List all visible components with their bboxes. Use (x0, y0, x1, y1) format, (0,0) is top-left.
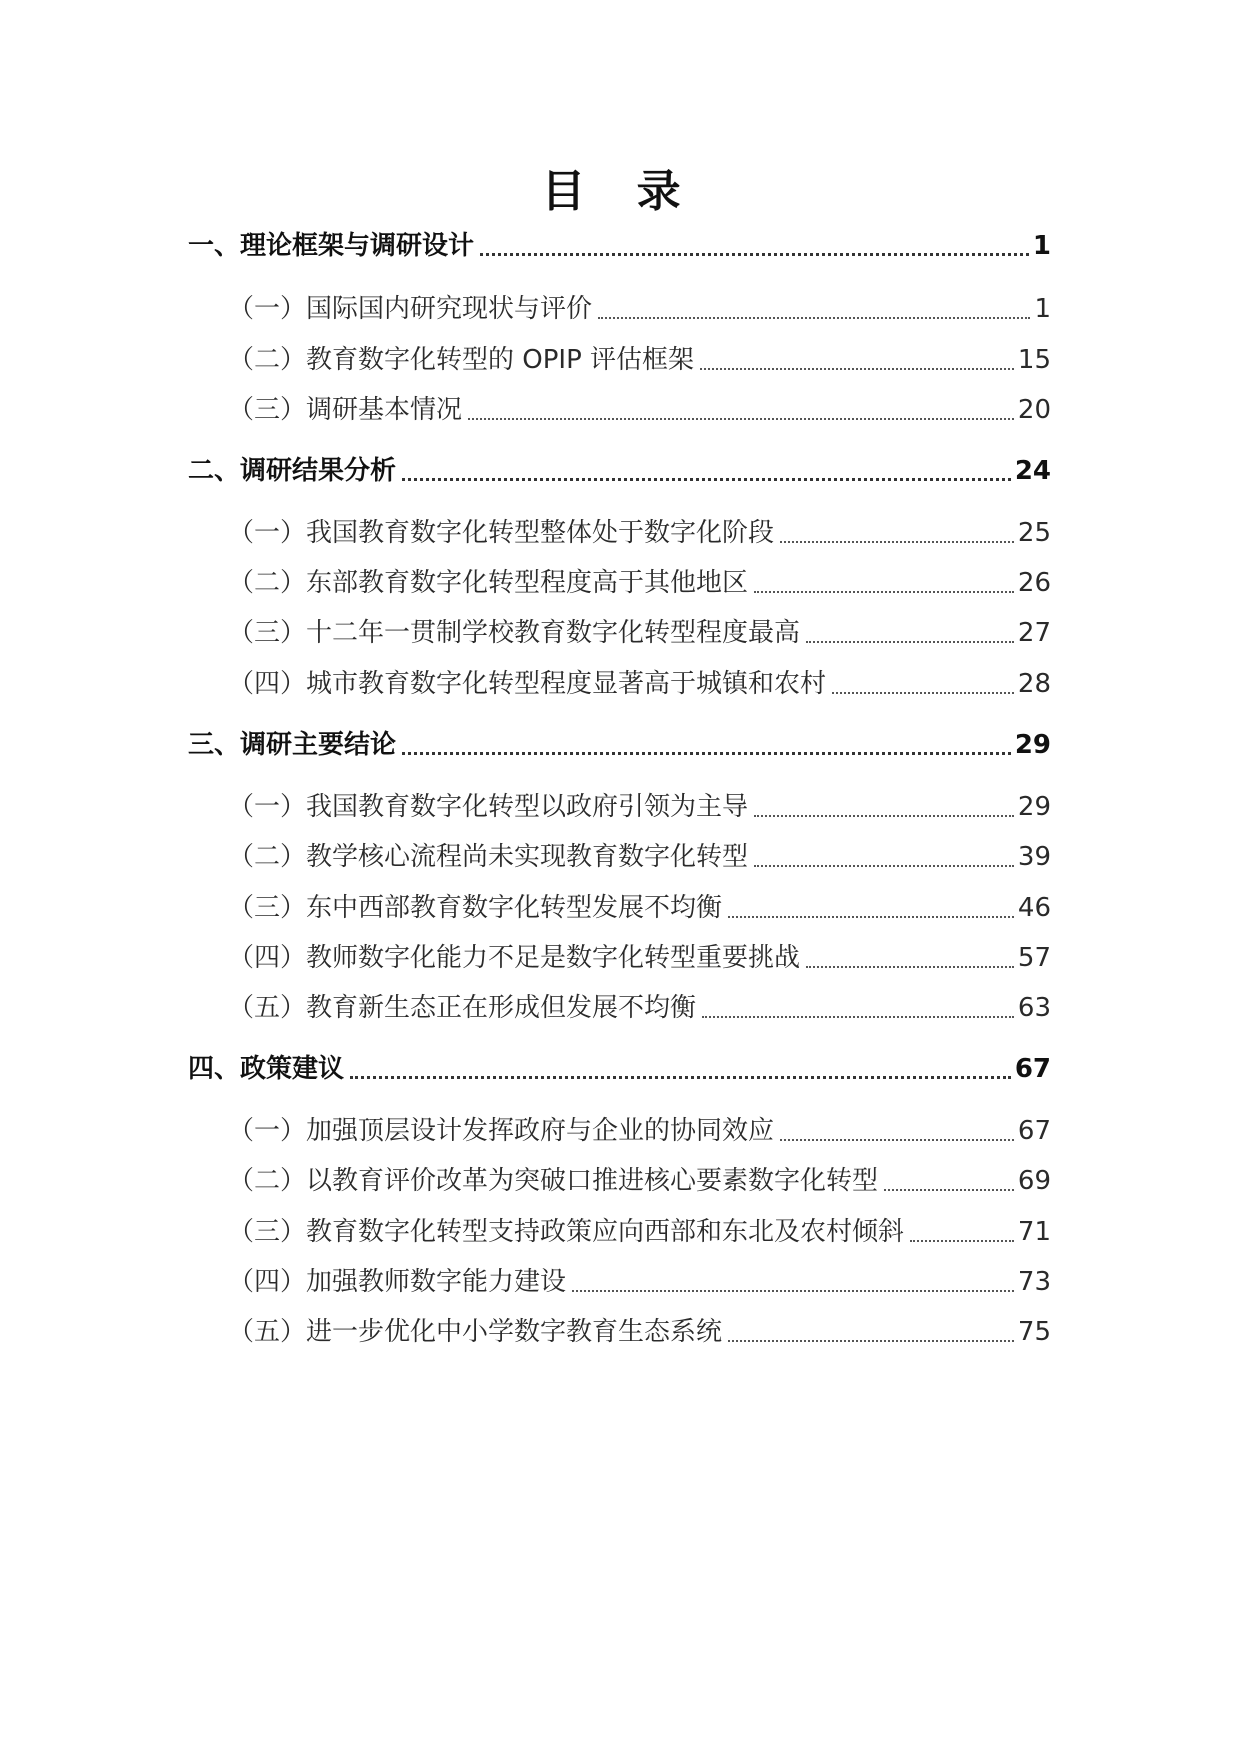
toc-page-number: 1 (1034, 294, 1051, 324)
toc-subsection-1-2[interactable] (228, 340, 1051, 380)
toc-entry-text: （一）我国教育数字化转型以政府引领为主导 (228, 792, 749, 822)
toc-page-number: 75 (1017, 1317, 1051, 1347)
toc-page-number: 1 (1032, 231, 1051, 261)
dot-leader (806, 641, 1014, 643)
toc-page-number: 57 (1017, 943, 1051, 973)
toc-entry-text: （三）十二年一贯制学校教育数字化转型程度最高 (228, 618, 801, 648)
toc-subsection-4-1[interactable] (228, 1111, 1051, 1151)
toc-subsection-1-3[interactable] (228, 390, 1051, 430)
toc-page-number: 15 (1017, 345, 1051, 375)
toc-entry-text: （一）加强顶层设计发挥政府与企业的协同效应 (228, 1116, 775, 1146)
dot-leader (480, 253, 1029, 256)
toc-title: 目 录 (541, 166, 699, 217)
dot-leader (806, 966, 1014, 968)
toc-entry-text: （三）东中西部教育数字化转型发展不均衡 (228, 893, 723, 923)
toc-entry-text: （一）国际国内研究现状与评价 (228, 294, 593, 324)
toc-subsection-3-4[interactable] (228, 938, 1051, 978)
dot-leader (700, 368, 1014, 370)
dot-leader (468, 418, 1014, 420)
toc-page-number: 29 (1014, 730, 1051, 760)
toc-subsection-3-1[interactable] (228, 787, 1051, 827)
dot-leader (754, 865, 1014, 867)
toc-page-number: 71 (1017, 1217, 1051, 1247)
toc-subsection-2-4[interactable] (228, 664, 1051, 704)
dot-leader (728, 1340, 1014, 1342)
dot-leader (572, 1290, 1014, 1292)
toc-entry-text: （三）调研基本情况 (228, 395, 463, 425)
toc-page-number: 27 (1017, 618, 1051, 648)
toc-entry-text: （一）我国教育数字化转型整体处于数字化阶段 (228, 518, 775, 548)
toc-subsection-2-1[interactable] (228, 513, 1051, 553)
toc-entry-text: 四、政策建议 (188, 1054, 345, 1084)
toc-page-number: 29 (1017, 792, 1051, 822)
dot-leader (598, 317, 1030, 319)
dot-leader (780, 1139, 1014, 1141)
toc-section-4[interactable] (188, 1049, 1051, 1089)
toc-subsection-1-1[interactable] (228, 289, 1051, 329)
dot-leader (780, 541, 1014, 543)
toc-page-number: 67 (1017, 1116, 1051, 1146)
toc-entry-text: （五）教育新生态正在形成但发展不均衡 (228, 993, 697, 1023)
toc-entry-text: 一、理论框架与调研设计 (188, 231, 475, 261)
toc-subsection-3-2[interactable] (228, 837, 1051, 877)
dot-leader (402, 478, 1011, 481)
toc-entry-text: 二、调研结果分析 (188, 456, 397, 486)
toc-page-number: 67 (1014, 1054, 1051, 1084)
toc-page-number: 69 (1017, 1166, 1051, 1196)
toc-page-number: 63 (1017, 993, 1051, 1023)
dot-leader (832, 692, 1014, 694)
toc-page-number: 46 (1017, 893, 1051, 923)
toc-entry-text: （二）以教育评价改革为突破口推进核心要素数字化转型 (228, 1166, 879, 1196)
toc-page-number: 73 (1017, 1267, 1051, 1297)
toc-entry-text: （四）加强教师数字能力建设 (228, 1267, 567, 1297)
dot-leader (754, 815, 1014, 817)
toc-subsection-3-5[interactable] (228, 988, 1051, 1028)
toc-subsection-4-4[interactable] (228, 1262, 1051, 1302)
dot-leader (910, 1240, 1014, 1242)
toc-section-3[interactable] (188, 725, 1051, 765)
toc-subsection-2-3[interactable] (228, 613, 1051, 653)
toc-subsection-3-3[interactable] (228, 888, 1051, 928)
dot-leader (728, 916, 1014, 918)
toc-entry-text: （五）进一步优化中小学数字教育生态系统 (228, 1317, 723, 1347)
toc-entry-text: （四）城市教育数字化转型程度显著高于城镇和农村 (228, 669, 827, 699)
toc-page-number: 28 (1017, 669, 1051, 699)
toc-entry-text: （二）教学核心流程尚未实现教育数字化转型 (228, 842, 749, 872)
toc-page-number: 25 (1017, 518, 1051, 548)
toc-entry-text: （四）教师数字化能力不足是数字化转型重要挑战 (228, 943, 801, 973)
dot-leader (702, 1016, 1014, 1018)
toc-page-number: 24 (1014, 456, 1051, 486)
toc-section-1[interactable] (188, 226, 1051, 266)
dot-leader (350, 1076, 1011, 1079)
dot-leader (402, 752, 1011, 755)
toc-subsection-4-5[interactable] (228, 1312, 1051, 1352)
toc-page-number: 39 (1017, 842, 1051, 872)
toc-entry-text: 三、调研主要结论 (188, 730, 397, 760)
toc-entry-text: （二）东部教育数字化转型程度高于其他地区 (228, 568, 749, 598)
toc-section-2[interactable] (188, 451, 1051, 491)
toc-page-number: 26 (1017, 568, 1051, 598)
dot-leader (884, 1189, 1014, 1191)
toc-subsection-4-2[interactable] (228, 1161, 1051, 1201)
toc-entry-text: （二）教育数字化转型的 OPIP 评估框架 (228, 345, 695, 375)
toc-page-number: 20 (1017, 395, 1051, 425)
toc-subsection-4-3[interactable] (228, 1212, 1051, 1252)
toc-entry-text: （三）教育数字化转型支持政策应向西部和东北及农村倾斜 (228, 1217, 905, 1247)
dot-leader (754, 591, 1014, 593)
toc-subsection-2-2[interactable] (228, 563, 1051, 603)
